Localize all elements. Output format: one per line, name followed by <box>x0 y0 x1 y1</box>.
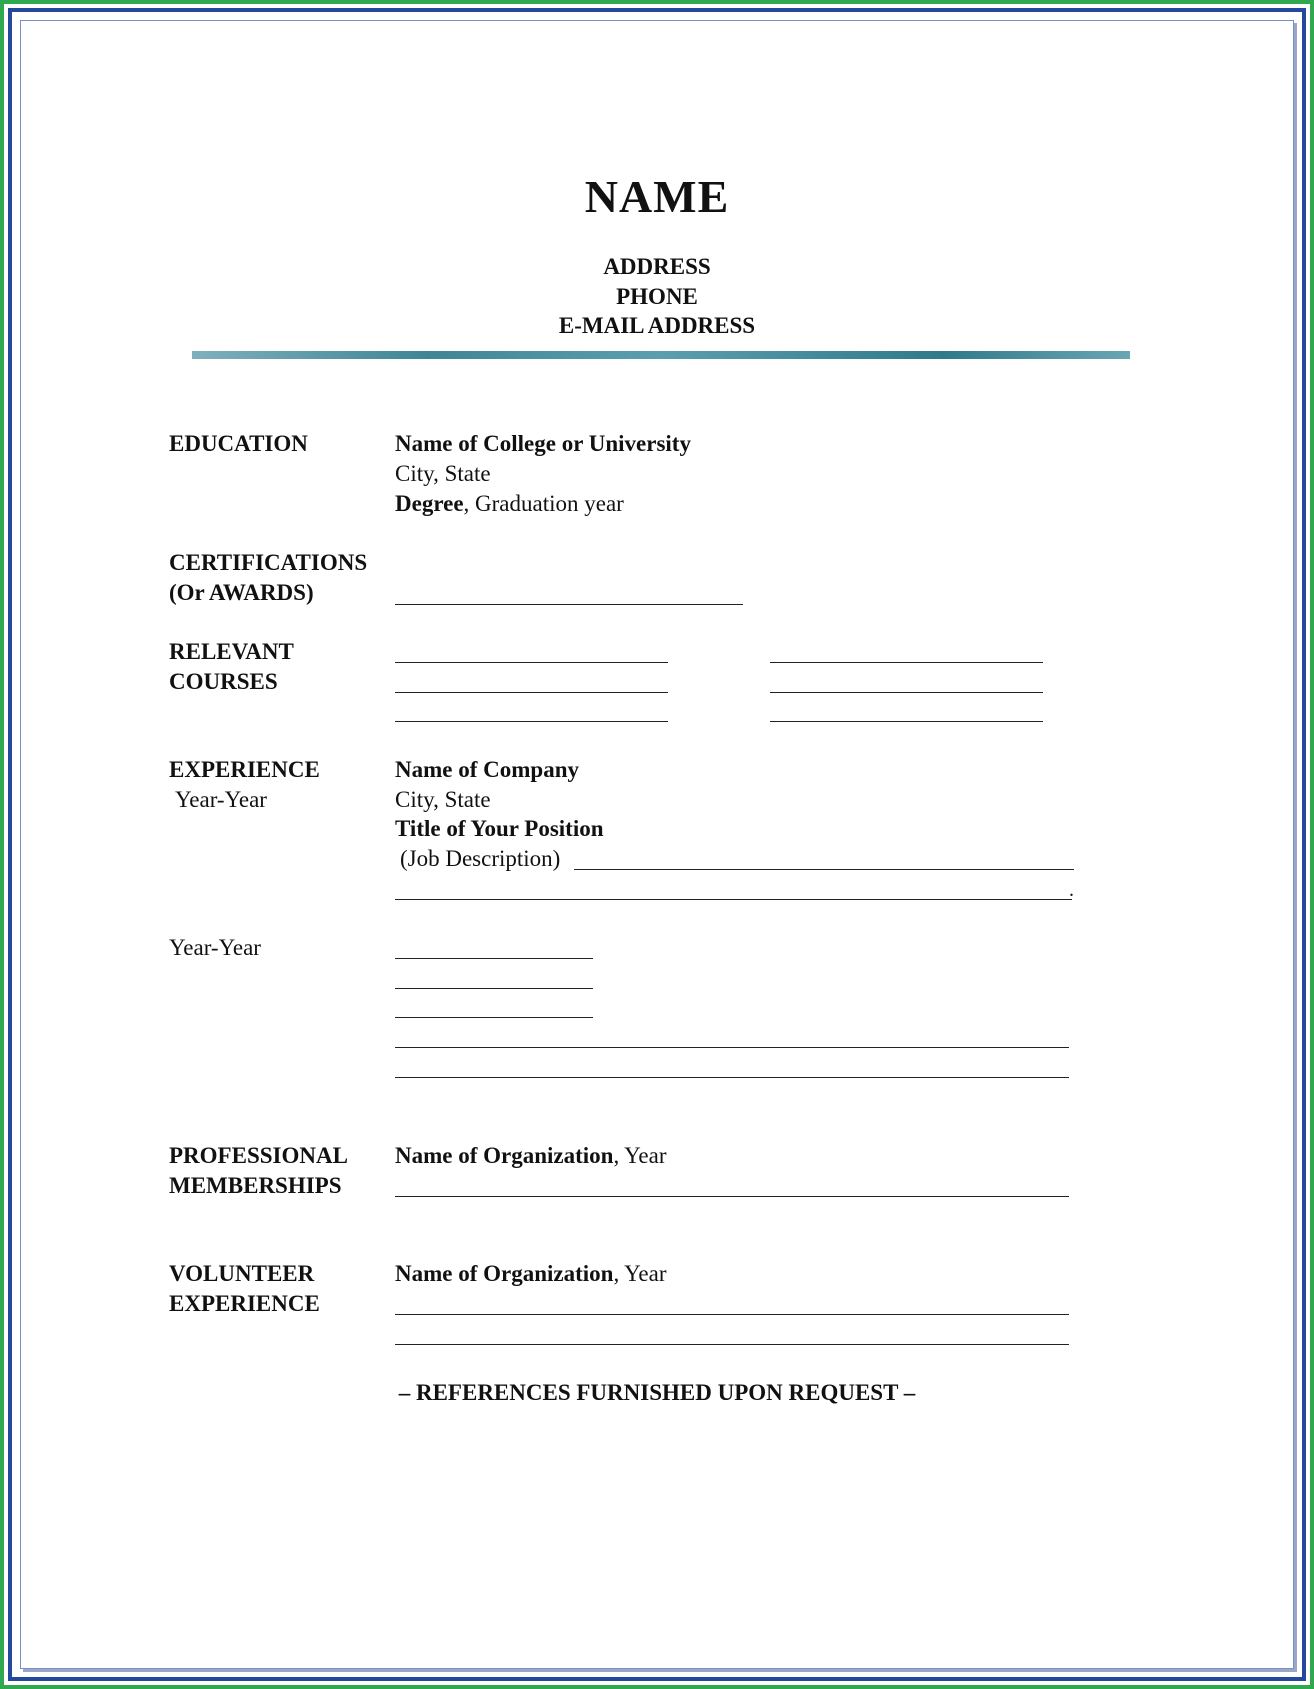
certifications-sublabel: (Or AWARDS) <box>169 580 314 605</box>
experience-label: EXPERIENCE <box>169 757 320 782</box>
certifications-blank-line <box>395 604 743 605</box>
experience-blank-line <box>395 1017 593 1018</box>
memberships-year: , Year <box>613 1143 667 1168</box>
job-description-blank-line <box>395 899 1072 900</box>
header-divider <box>192 351 1130 359</box>
course-blank-line <box>770 721 1043 722</box>
education-label: EDUCATION <box>169 431 308 456</box>
course-blank-line <box>395 692 668 693</box>
memberships-label: PROFESSIONAL <box>169 1143 348 1168</box>
volunteer-year: , Year <box>613 1261 667 1286</box>
volunteer-org-line <box>395 1260 667 1288</box>
job-description-period: . <box>1069 879 1074 901</box>
certifications-label: CERTIFICATIONS <box>169 550 368 575</box>
education-location: City, State <box>395 461 491 486</box>
courses-sublabel: COURSES <box>169 669 278 694</box>
volunteer-blank-line <box>395 1314 1069 1315</box>
volunteer-label: VOLUNTEER <box>169 1261 315 1286</box>
experience-blank-line <box>395 1047 1069 1048</box>
memberships-blank-line <box>395 1196 1069 1197</box>
education-school: Name of College or University <box>395 431 691 456</box>
volunteer-sublabel: EXPERIENCE <box>169 1291 320 1316</box>
experience-year-range-2: Year-Year <box>169 935 261 960</box>
experience-year-range: Year-Year <box>175 787 267 812</box>
education-degree-line <box>395 490 624 518</box>
references-note: – REFERENCES FURNISHED UPON REQUEST – <box>398 1380 916 1405</box>
education-graduation-year: , Graduation year <box>463 491 624 516</box>
memberships-org-line <box>395 1142 667 1170</box>
experience-blank-line <box>395 1077 1069 1078</box>
course-blank-line <box>395 662 668 663</box>
resume-phone: PHONE <box>616 284 698 309</box>
course-blank-line <box>770 692 1043 693</box>
resume-name: NAME <box>584 171 730 222</box>
education-degree: Degree <box>395 491 464 516</box>
course-blank-line <box>770 662 1043 663</box>
memberships-org: Name of Organization <box>395 1143 614 1168</box>
experience-job-description: (Job Description) <box>400 846 561 871</box>
volunteer-org: Name of Organization <box>395 1261 614 1286</box>
resume-address: ADDRESS <box>603 254 711 279</box>
experience-blank-line <box>395 958 593 959</box>
experience-company: Name of Company <box>395 757 579 782</box>
experience-blank-line <box>395 988 593 989</box>
course-blank-line <box>395 721 668 722</box>
resume-email: E-MAIL ADDRESS <box>558 313 756 338</box>
job-description-blank-line <box>574 869 1074 870</box>
experience-location: City, State <box>395 787 491 812</box>
experience-position: Title of Your Position <box>395 816 604 841</box>
memberships-sublabel: MEMBERSHIPS <box>169 1173 342 1198</box>
volunteer-blank-line <box>395 1344 1069 1345</box>
courses-label: RELEVANT <box>169 639 294 664</box>
